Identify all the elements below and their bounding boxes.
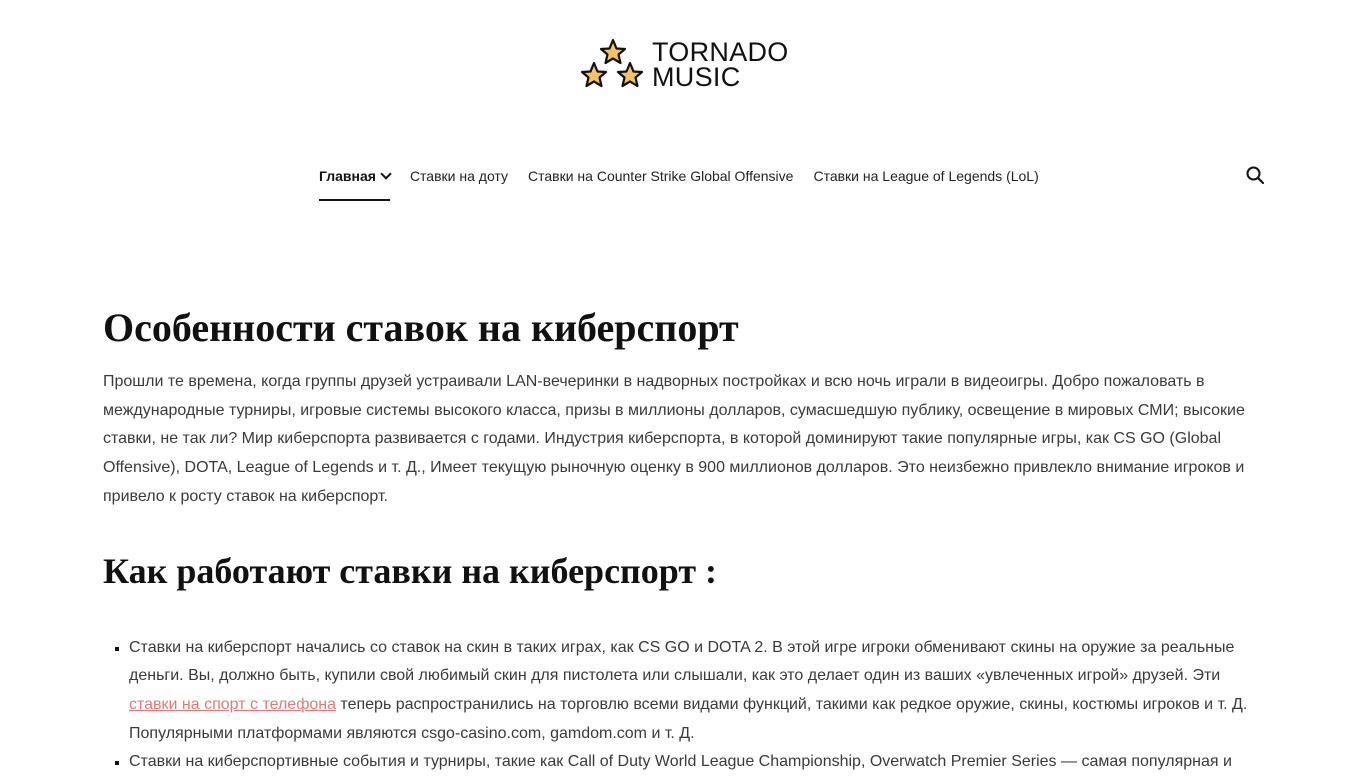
stars-logo-icon: [580, 38, 646, 92]
nav-item-home[interactable]: [319, 160, 390, 201]
article: [103, 300, 1263, 777]
bullet-list: [103, 634, 1263, 777]
nav-item-lol-bets[interactable]: Ставки на League of Legends (LoL): [813, 168, 1039, 184]
article-title: Особенности ставок на киберспорт: [103, 305, 739, 350]
logo-text: [652, 37, 789, 92]
list-item-text: Ставки на киберспорт начались со ставок на скин в таких играх, как CS GO и DOTA 2. В этой игре игроки обменивают скины на оружие за реальные деньги. Вы, должно быть, купили свой любимый скин для пистолета или слышали, как это делает один из ваших «увлеченных игрой» друзей. Эти: [129, 638, 1235, 685]
article-intro: Прошли те времена, когда группы друзей устраивали LAN-вечеринки в надворных постройках и всю ночь играли в видеоигры. Добро пожаловать в международные турниры, игровые системы высокого класса, призы в миллионы долларов, сумасшедшую публику, освещение в мировых СМИ; высокие ставки, не так ли? Мир киберспорта развивается с годами. Индустрия киберспорта, в которой доминируют такие популярные игры, как CS GO (Global Offensive), DOTA, League of Legends и т. Д., Имеет текущую рыночную оценку в 900 миллионов долларов. Это неизбежно привлекло внимание игроков и привело к росту ставок на киберспорт.: [103, 373, 1245, 505]
site-logo[interactable]: [580, 38, 790, 92]
logo-line-1: TORNADO: [652, 37, 789, 67]
main-nav: [319, 160, 1059, 202]
logo-line-2: MUSIC: [652, 62, 741, 92]
list-item: [129, 748, 1263, 777]
search-icon: [1245, 165, 1265, 185]
nav-item-csgo-bets[interactable]: Ставки на Counter Strike Global Offensive: [528, 168, 794, 184]
chevron-down-icon: [380, 168, 391, 179]
sports-betting-link[interactable]: ставки на спорт с телефона: [129, 695, 336, 713]
list-item-text: Ставки на киберспортивные события и турниры, такие как Call of Duty World League Championship, Overwatch Premier Series — самая популярная и: [129, 753, 1232, 771]
nav-item-dota-bets[interactable]: Ставки на доту: [409, 168, 508, 184]
nav-item-home-label: Главная: [319, 168, 376, 184]
list-item: [129, 634, 1263, 749]
search-button[interactable]: [1245, 165, 1265, 185]
list-item-text: теперь распространились на торговлю всеми видами функций, такими как редкое оружие, скины, костюмы игроков и т. Д. Популярными платформами являются csgo-casino.com, gamdom.com и т. Д.: [129, 695, 1248, 742]
section-heading: Как работают ставки на киберспорт :: [103, 550, 718, 591]
